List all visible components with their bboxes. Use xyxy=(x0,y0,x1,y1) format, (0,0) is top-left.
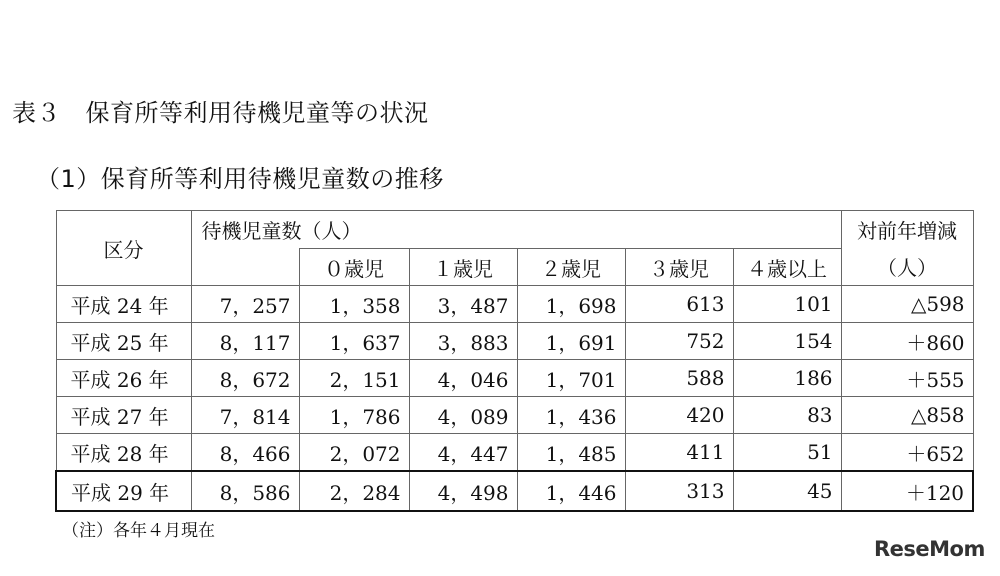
cell-year: 平成 27 年 xyxy=(56,397,191,434)
table-row-highlighted xyxy=(56,471,973,511)
cell-change: ＋555 xyxy=(841,360,973,397)
cell-age-3: 313 xyxy=(625,471,733,511)
cell-age-3: 752 xyxy=(625,323,733,360)
cell-age-4-plus: 45 xyxy=(733,471,841,511)
table-row xyxy=(56,360,973,397)
cell-change: ＋652 xyxy=(841,434,973,472)
table-header-row-top xyxy=(56,211,973,249)
cell-age-1: 4，447 xyxy=(409,434,517,472)
cell-age-4-plus: 51 xyxy=(733,434,841,472)
cell-age-0: 1，637 xyxy=(299,323,409,360)
header-age-3: ３歳児 xyxy=(625,249,733,286)
resemom-logo xyxy=(874,537,985,561)
page-title: 表３ 保育所等利用待機児童等の状況 xyxy=(12,99,429,127)
cell-total: 7，814 xyxy=(191,397,299,434)
table-row xyxy=(56,397,973,434)
header-change-top: 対前年増減 xyxy=(841,211,973,249)
cell-change: ＋860 xyxy=(841,323,973,360)
table-row xyxy=(56,286,973,323)
cell-change: △598 xyxy=(841,286,973,323)
cell-age-3: 588 xyxy=(625,360,733,397)
header-group-waiting-count: 待機児童数（人） xyxy=(191,211,841,249)
header-total-blank xyxy=(191,249,299,286)
cell-year: 平成 25 年 xyxy=(56,323,191,360)
cell-age-3: 411 xyxy=(625,434,733,472)
cell-age-2: 1，701 xyxy=(517,360,625,397)
cell-total: 7，257 xyxy=(191,286,299,323)
cell-age-4-plus: 101 xyxy=(733,286,841,323)
cell-age-0: 2，284 xyxy=(299,471,409,511)
header-age-1: １歳児 xyxy=(409,249,517,286)
header-change-bottom: （人） xyxy=(841,249,973,286)
cell-age-2: 1，485 xyxy=(517,434,625,472)
cell-age-4-plus: 83 xyxy=(733,397,841,434)
cell-age-2: 1，698 xyxy=(517,286,625,323)
cell-age-0: 2，072 xyxy=(299,434,409,472)
waiting-children-table xyxy=(55,210,974,512)
cell-total: 8，586 xyxy=(191,471,299,511)
cell-year: 平成 29 年 xyxy=(56,471,191,511)
logo-part-mom: Mom xyxy=(929,537,985,561)
cell-age-1: 4，046 xyxy=(409,360,517,397)
cell-year: 平成 26 年 xyxy=(56,360,191,397)
cell-age-4-plus: 154 xyxy=(733,323,841,360)
cell-total: 8，466 xyxy=(191,434,299,472)
cell-age-1: 3，883 xyxy=(409,323,517,360)
logo-part-rese: Rese xyxy=(874,537,930,561)
cell-total: 8，117 xyxy=(191,323,299,360)
header-category: 区分 xyxy=(56,211,191,286)
cell-age-0: 1，358 xyxy=(299,286,409,323)
cell-year: 平成 28 年 xyxy=(56,434,191,472)
cell-age-2: 1，446 xyxy=(517,471,625,511)
table-row xyxy=(56,434,973,472)
cell-year: 平成 24 年 xyxy=(56,286,191,323)
cell-age-1: 4，089 xyxy=(409,397,517,434)
table-row xyxy=(56,323,973,360)
cell-age-3: 420 xyxy=(625,397,733,434)
cell-age-1: 4，498 xyxy=(409,471,517,511)
cell-age-2: 1，436 xyxy=(517,397,625,434)
footnote: （注）各年４月現在 xyxy=(62,521,215,541)
cell-total: 8，672 xyxy=(191,360,299,397)
cell-age-2: 1，691 xyxy=(517,323,625,360)
cell-age-1: 3，487 xyxy=(409,286,517,323)
header-age-0: ０歳児 xyxy=(299,249,409,286)
table-header-row-bottom xyxy=(56,249,973,286)
cell-change: △858 xyxy=(841,397,973,434)
section-subtitle: （1）保育所等利用待機児童数の推移 xyxy=(36,165,444,193)
header-age-2: ２歳児 xyxy=(517,249,625,286)
cell-change: ＋120 xyxy=(841,471,973,511)
cell-age-0: 1，786 xyxy=(299,397,409,434)
cell-age-3: 613 xyxy=(625,286,733,323)
cell-age-4-plus: 186 xyxy=(733,360,841,397)
header-age-4-plus: ４歳以上 xyxy=(733,249,841,286)
cell-age-0: 2，151 xyxy=(299,360,409,397)
